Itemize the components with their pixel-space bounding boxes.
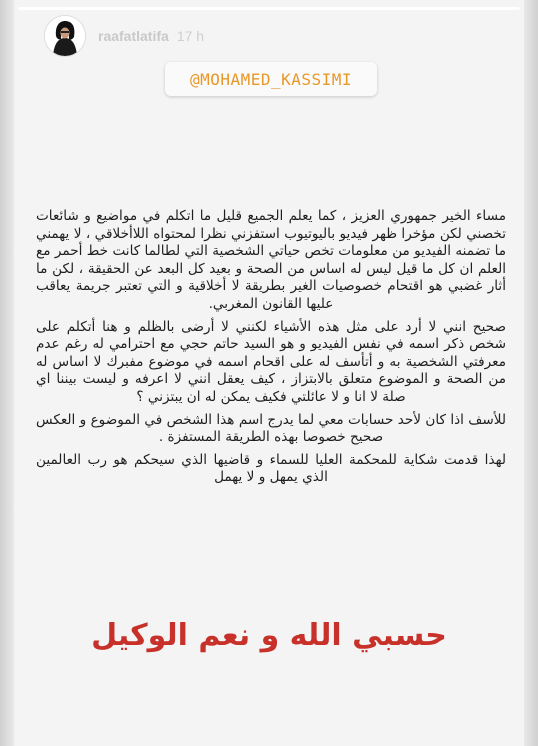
signature-phrase: حسبي الله و نعم الوكيل [91, 618, 447, 653]
paragraph: مساء الخير جمهوري العزيز ، كما يعلم الجميع قليل ما اتكلم في مواضيع و شائعات تخصني لكن مؤخرا ظهر فيديو باليوتيوب استفزني نظرا لمحتواه اللاأخلاقي ، لا يهمني ما تضمنه الفيديو من معلومات تخص حياتي الشخصية التي لطالما كانت خط أحمر مع العلم ان كل ما قيل ليس له اساس من الصحة و بعيد كل البعد عن الحقيقة ، لكن ما أثار غضبي هو اقتحام خصوصيات الغير بطريقة لا أخلاقية و التي تعتبر جريمة يعاقب عليها القانون المغربي. [36, 208, 506, 312]
previous-story-edge[interactable] [0, 0, 14, 746]
paragraph: للأسف اذا كان لأحد حسابات معي لما يدرج اسم هذا الشخص في الموضوع و العكس صحيح خصوصا بهذه الطريقة المستفزة . [36, 411, 506, 446]
username[interactable]: raafatlatifa [98, 28, 169, 44]
avatar[interactable] [44, 15, 86, 57]
mention-sticker[interactable]: @MOHAMED_KASSIMI [165, 62, 377, 96]
story-progress-fill [18, 7, 520, 10]
next-story-edge[interactable] [524, 0, 538, 746]
story-timestamp: 17 h [176, 28, 205, 44]
statement-text [36, 208, 506, 492]
profile-photo-icon [45, 16, 85, 56]
paragraph: صحيح انني لا أرد على مثل هذه الأشياء لكنني لا أرضى بالظلم و هنا أتكلم على شخص ذكر اسمه في نفس الفيديو و هو السيد حاتم حجي مع احترامي له رغم عدم معرفتي الشخصية به و أتأسف له على اقحام اسمه في موضوع مفبرك لا اساس له من الصحة و الموضوع متعلق بالابتزاز ، كيف يعقل انني لا اعرفه و ليست بيننا اي صلة لا انا و لا عائلتي فكيف يمكن له ان يبتزني ؟ [36, 318, 506, 405]
paragraph: لهذا قدمت شكاية للمحكمة العليا للسماء و قاضيها الذي سيحكم هو رب العالمين الذي يمهل و لا يهمل [36, 451, 506, 486]
story-header [44, 16, 204, 56]
story-progress-bar [18, 7, 520, 10]
